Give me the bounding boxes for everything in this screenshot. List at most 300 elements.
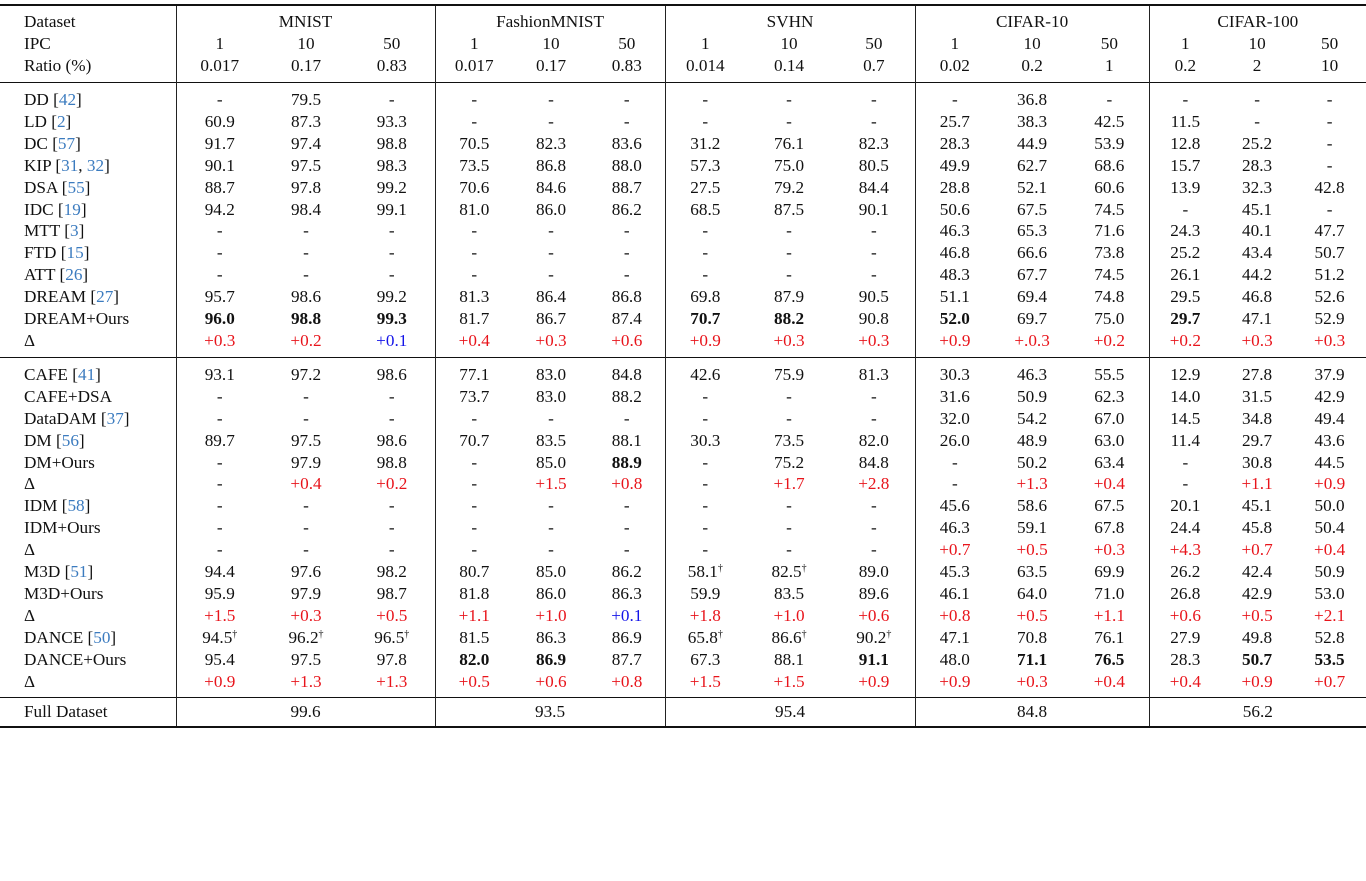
value-text: 73.5 — [459, 155, 490, 175]
accuracy-value — [833, 627, 915, 649]
citation-link[interactable]: 2 — [56, 111, 66, 131]
accuracy-value — [263, 83, 349, 111]
accuracy-value — [1149, 220, 1221, 242]
value-text: +0.2 — [1169, 330, 1201, 350]
citation-link[interactable]: 51 — [70, 562, 88, 582]
value-text: - — [623, 540, 630, 560]
value-text: +1.1 — [1241, 474, 1273, 494]
method-row — [0, 357, 1366, 385]
method-row — [0, 133, 1366, 155]
value-text: - — [702, 221, 709, 241]
value-text: 50.9 — [1017, 386, 1048, 406]
value-text: 25.2 — [1170, 243, 1201, 263]
value-text: 86.6 — [771, 627, 802, 647]
delta-value — [1070, 539, 1149, 561]
accuracy-value — [994, 308, 1070, 330]
value-text: +0.9 — [204, 671, 236, 691]
header-ipc-row — [0, 33, 1366, 55]
accuracy-value — [435, 133, 513, 155]
ratio-value: 0.17 — [290, 56, 322, 75]
delta-value — [1149, 539, 1221, 561]
accuracy-value — [513, 583, 589, 605]
accuracy-value — [915, 517, 994, 539]
method-name — [0, 671, 176, 698]
value-text: 89.0 — [858, 562, 889, 582]
accuracy-value — [1070, 495, 1149, 517]
value-text: - — [471, 221, 478, 241]
accuracy-value — [833, 220, 915, 242]
method-name — [0, 473, 176, 495]
value-text: 52.8 — [1314, 627, 1345, 647]
accuracy-value — [915, 649, 994, 671]
value-text: 45.1 — [1242, 199, 1273, 219]
citation-link[interactable]: 26 — [65, 265, 83, 285]
delta-value — [435, 330, 513, 357]
value-text: +0.4 — [1093, 474, 1125, 494]
value-text: - — [548, 221, 554, 241]
delta-value — [176, 330, 263, 357]
value-text: 53.0 — [1314, 583, 1345, 603]
value-text: 79.2 — [774, 177, 805, 197]
value-text: 98.2 — [376, 562, 407, 582]
ipc-value: 1 — [665, 33, 745, 55]
method-label: DANCE+Ours — [24, 649, 127, 669]
accuracy-value — [1149, 517, 1221, 539]
value-text: - — [388, 243, 395, 263]
accuracy-value — [176, 649, 263, 671]
accuracy-value — [745, 220, 833, 242]
value-text: 90.8 — [858, 309, 889, 329]
accuracy-value — [915, 83, 994, 111]
accuracy-value — [745, 627, 833, 649]
citation-link[interactable]: 15 — [66, 243, 84, 263]
value-text: +0.8 — [611, 671, 643, 691]
value-text: 81.3 — [459, 287, 490, 307]
value-text: 51.1 — [939, 287, 970, 307]
dagger-mark: † — [717, 563, 723, 575]
value-text: - — [870, 496, 877, 516]
value-text: 30.3 — [939, 364, 970, 384]
value-text: 70.6 — [459, 177, 490, 197]
value-text: 24.3 — [1170, 221, 1201, 241]
ratio-value: 0.017 — [176, 55, 263, 83]
value-text: - — [870, 408, 877, 428]
value-text: 93.3 — [376, 111, 407, 131]
method-row — [0, 155, 1366, 177]
accuracy-value — [589, 133, 665, 155]
value-text: 46.3 — [939, 221, 970, 241]
accuracy-value — [263, 517, 349, 539]
accuracy-value — [349, 495, 435, 517]
accuracy-value — [915, 242, 994, 264]
accuracy-value — [349, 517, 435, 539]
accuracy-value — [1293, 220, 1366, 242]
value-text: 83.0 — [535, 364, 567, 384]
accuracy-value — [1070, 155, 1149, 177]
value-text: 97.9 — [290, 452, 322, 472]
value-text: - — [702, 90, 709, 109]
accuracy-value — [589, 286, 665, 308]
accuracy-value — [1070, 452, 1149, 474]
full-dataset-value: 99.6 — [176, 698, 435, 728]
accuracy-value — [833, 408, 915, 430]
accuracy-value — [435, 199, 513, 221]
value-text: 45.3 — [939, 562, 970, 582]
citation-link[interactable]: 55 — [67, 177, 85, 197]
value-text: 46.8 — [939, 243, 970, 263]
value-text: +0.5 — [458, 671, 490, 691]
accuracy-value — [915, 495, 994, 517]
value-text: 42.6 — [690, 364, 721, 384]
value-text: 98.7 — [376, 583, 407, 603]
value-text: 69.4 — [1017, 287, 1048, 307]
value-text: 81.3 — [858, 364, 889, 384]
value-text: 44.2 — [1242, 265, 1273, 285]
accuracy-value — [665, 242, 745, 264]
accuracy-value — [1070, 286, 1149, 308]
citation-link[interactable]: 50 — [93, 627, 111, 647]
method-label: CAFE — [24, 364, 68, 384]
accuracy-value — [1070, 627, 1149, 649]
value-text: - — [471, 452, 478, 472]
value-text: - — [623, 496, 630, 516]
value-text: +0.5 — [1016, 540, 1048, 560]
accuracy-value — [589, 583, 665, 605]
citation-link[interactable]: 19 — [63, 199, 81, 219]
accuracy-value — [915, 177, 994, 199]
value-text: - — [1254, 90, 1260, 109]
value-text: 64.0 — [1017, 583, 1048, 603]
accuracy-value — [1293, 133, 1366, 155]
value-text: 67.8 — [1094, 518, 1125, 538]
value-text: - — [1326, 133, 1333, 153]
value-text: 96.2 — [288, 627, 319, 647]
value-text: - — [870, 90, 877, 109]
value-text: +0.6 — [611, 330, 643, 350]
ratio-value: 0.7 — [863, 56, 885, 75]
accuracy-value — [1149, 408, 1221, 430]
value-text: 87.9 — [774, 287, 805, 307]
accuracy-value — [176, 430, 263, 452]
delta-value — [1221, 539, 1293, 561]
value-text: - — [623, 90, 630, 109]
accuracy-value — [1221, 430, 1293, 452]
delta-value — [1149, 473, 1221, 495]
delta-value — [915, 330, 994, 357]
value-text: 45.1 — [1242, 496, 1273, 516]
delta-value — [745, 539, 833, 561]
value-text: 94.5 — [202, 627, 233, 647]
delta-value — [833, 473, 915, 495]
value-text: 86.8 — [535, 155, 567, 175]
dataset-name: MNIST — [176, 5, 435, 33]
value-text: 42.9 — [1314, 386, 1345, 406]
accuracy-value — [994, 177, 1070, 199]
accuracy-value — [833, 430, 915, 452]
method-row — [0, 177, 1366, 199]
delta-value — [176, 473, 263, 495]
accuracy-value — [994, 111, 1070, 133]
value-text: 28.3 — [1170, 649, 1201, 669]
citation-link[interactable]: 56 — [61, 430, 79, 450]
accuracy-value — [176, 495, 263, 517]
value-text: - — [216, 474, 223, 494]
accuracy-value — [1293, 242, 1366, 264]
citation-link[interactable]: 32 — [86, 155, 105, 175]
accuracy-value — [1070, 83, 1149, 111]
delta-value — [349, 473, 435, 495]
value-text: 97.2 — [290, 364, 322, 384]
value-text: - — [1326, 199, 1333, 219]
value-text: - — [702, 386, 709, 406]
value-text: 86.9 — [535, 649, 567, 669]
value-text: +1.5 — [773, 671, 805, 691]
accuracy-value — [994, 408, 1070, 430]
delta-value — [349, 330, 435, 357]
method-name: ATT [26] — [24, 265, 89, 285]
delta-value — [513, 473, 589, 495]
accuracy-value — [513, 133, 589, 155]
value-text: 84.8 — [858, 452, 889, 472]
accuracy-value — [263, 583, 349, 605]
accuracy-value — [589, 561, 665, 583]
method-row — [0, 220, 1366, 242]
accuracy-value — [349, 357, 435, 385]
delta-value — [915, 473, 994, 495]
delta-symbol: Δ — [24, 605, 36, 625]
accuracy-value — [833, 264, 915, 286]
delta-symbol: Δ — [24, 671, 36, 691]
value-text: +0.9 — [939, 330, 971, 350]
accuracy-value — [915, 111, 994, 133]
citation-link[interactable]: 31 — [61, 155, 79, 175]
value-text: 46.3 — [939, 518, 970, 538]
accuracy-value — [263, 408, 349, 430]
accuracy-value — [665, 430, 745, 452]
accuracy-value — [589, 264, 665, 286]
value-text: 57.3 — [690, 155, 721, 175]
value-text: +0.9 — [689, 330, 721, 350]
dataset-label: Dataset — [0, 5, 176, 33]
accuracy-value — [745, 133, 833, 155]
delta-value — [1221, 605, 1293, 627]
accuracy-value — [833, 242, 915, 264]
value-text: 96.0 — [204, 309, 235, 329]
ipc-value: 50 — [383, 34, 401, 53]
accuracy-value — [263, 357, 349, 385]
value-text: - — [388, 496, 395, 516]
dagger-mark: † — [232, 628, 238, 640]
method-label: DM+Ours — [24, 452, 95, 472]
accuracy-value — [176, 627, 263, 649]
delta-value — [994, 605, 1070, 627]
delta-value — [1149, 671, 1221, 698]
accuracy-value — [833, 83, 915, 111]
value-text: +0.3 — [1241, 330, 1273, 350]
value-text: - — [548, 496, 554, 516]
value-text: - — [548, 518, 554, 538]
accuracy-value — [589, 495, 665, 517]
value-text: - — [702, 265, 709, 285]
accuracy-value — [513, 357, 589, 385]
method-name: DataDAM [37] — [24, 408, 130, 428]
ratio-value: 0.2 — [1149, 55, 1221, 83]
accuracy-value — [994, 199, 1070, 221]
value-text: 37.9 — [1314, 364, 1345, 384]
value-text: 76.5 — [1094, 649, 1125, 669]
value-text: 13.9 — [1170, 177, 1201, 197]
accuracy-value — [1293, 649, 1366, 671]
delta-value — [263, 473, 349, 495]
value-text: - — [388, 540, 395, 560]
value-text: 59.1 — [1017, 518, 1048, 538]
value-text: +0.3 — [1016, 671, 1048, 691]
accuracy-value — [665, 583, 745, 605]
accuracy-value — [1070, 242, 1149, 264]
accuracy-value — [263, 264, 349, 286]
accuracy-value — [1070, 649, 1149, 671]
method-row — [0, 583, 1366, 605]
value-text: - — [702, 496, 709, 516]
method-label: KIP — [24, 155, 52, 175]
value-text: 43.4 — [1242, 243, 1273, 263]
delta-value — [1293, 671, 1366, 698]
delta-value — [665, 330, 745, 357]
delta-value — [745, 671, 833, 698]
accuracy-value — [833, 357, 915, 385]
value-text: 32.3 — [1242, 177, 1273, 197]
delta-value — [263, 539, 349, 561]
accuracy-value — [665, 308, 745, 330]
accuracy-value — [513, 242, 589, 264]
value-text: - — [623, 221, 630, 241]
citation-link[interactable]: 3 — [70, 221, 79, 241]
accuracy-value — [263, 386, 349, 408]
accuracy-value — [1221, 111, 1293, 133]
accuracy-value — [994, 133, 1070, 155]
delta-symbol: Δ — [24, 540, 36, 560]
value-text: +0.7 — [939, 540, 971, 560]
value-text: - — [951, 474, 958, 494]
delta-value — [176, 539, 263, 561]
value-text: 42.8 — [1314, 177, 1345, 197]
value-text: - — [303, 386, 309, 406]
value-text: 52.9 — [1314, 309, 1345, 329]
value-text: 11.5 — [1170, 111, 1201, 131]
accuracy-value — [1070, 408, 1149, 430]
method-row — [0, 264, 1366, 286]
value-text: 63.4 — [1094, 452, 1125, 472]
value-text: +0.9 — [939, 671, 971, 691]
accuracy-value — [435, 386, 513, 408]
ipc-value: 1 — [1149, 33, 1221, 55]
value-text: 88.2 — [774, 309, 805, 329]
accuracy-value — [994, 83, 1070, 111]
value-text: +0.5 — [1016, 605, 1048, 625]
value-text: - — [870, 386, 877, 406]
delta-value — [1149, 605, 1221, 627]
accuracy-value — [349, 83, 435, 111]
value-text: +0.9 — [858, 671, 890, 691]
delta-symbol: Δ — [24, 330, 36, 350]
value-text: +0.3 — [1314, 330, 1346, 350]
delta-value — [349, 539, 435, 561]
accuracy-value — [665, 111, 745, 133]
accuracy-value — [915, 430, 994, 452]
full-dataset-value: 84.8 — [915, 698, 1149, 728]
value-text: - — [870, 243, 877, 263]
accuracy-value — [745, 408, 833, 430]
value-text: - — [548, 111, 554, 131]
accuracy-value — [349, 177, 435, 199]
citation-link[interactable]: 58 — [67, 496, 85, 516]
citation-link[interactable]: 41 — [77, 364, 96, 384]
value-text: 26.1 — [1170, 265, 1201, 285]
value-text: +0.2 — [376, 474, 408, 494]
accuracy-value — [176, 242, 263, 264]
accuracy-value — [833, 286, 915, 308]
citation-link[interactable]: 27 — [96, 287, 114, 307]
value-text: - — [786, 518, 792, 538]
accuracy-value — [513, 495, 589, 517]
value-text: - — [216, 386, 223, 406]
accuracy-value — [589, 627, 665, 649]
value-text: - — [388, 386, 395, 406]
value-text: +0.6 — [1169, 605, 1201, 625]
value-text: 42.4 — [1242, 562, 1273, 582]
value-text: +0.2 — [1093, 330, 1125, 350]
value-text: +0.8 — [939, 605, 971, 625]
method-row — [0, 308, 1366, 330]
value-text: - — [548, 90, 554, 109]
delta-value — [176, 671, 263, 698]
delta-value — [833, 671, 915, 698]
citation-link[interactable]: 37 — [106, 408, 124, 428]
delta-value — [263, 330, 349, 357]
delta-value — [745, 473, 833, 495]
delta-value — [435, 473, 513, 495]
accuracy-value — [349, 649, 435, 671]
value-text: 81.7 — [459, 309, 490, 329]
value-text: 80.7 — [459, 562, 490, 582]
full-dataset-value: 56.2 — [1149, 698, 1366, 728]
value-text: 12.8 — [1170, 133, 1201, 153]
accuracy-value — [176, 561, 263, 583]
delta-value — [833, 330, 915, 357]
value-text: - — [303, 408, 309, 428]
delta-value — [745, 605, 833, 627]
accuracy-value — [513, 177, 589, 199]
accuracy-value — [349, 242, 435, 264]
accuracy-value — [435, 649, 513, 671]
citation-link[interactable]: 42 — [58, 90, 77, 109]
accuracy-value — [1293, 308, 1366, 330]
citation-link[interactable]: 57 — [57, 133, 76, 153]
accuracy-value — [349, 386, 435, 408]
value-text: 86.0 — [535, 583, 567, 603]
accuracy-value — [1149, 133, 1221, 155]
accuracy-value — [1070, 133, 1149, 155]
delta-value — [589, 330, 665, 357]
accuracy-value — [1221, 264, 1293, 286]
value-text: 55.5 — [1094, 364, 1125, 384]
method-row — [0, 199, 1366, 221]
delta-row — [0, 539, 1366, 561]
accuracy-value — [1221, 517, 1293, 539]
value-text: - — [623, 408, 630, 428]
value-text: 70.7 — [459, 430, 490, 450]
accuracy-value — [1221, 452, 1293, 474]
